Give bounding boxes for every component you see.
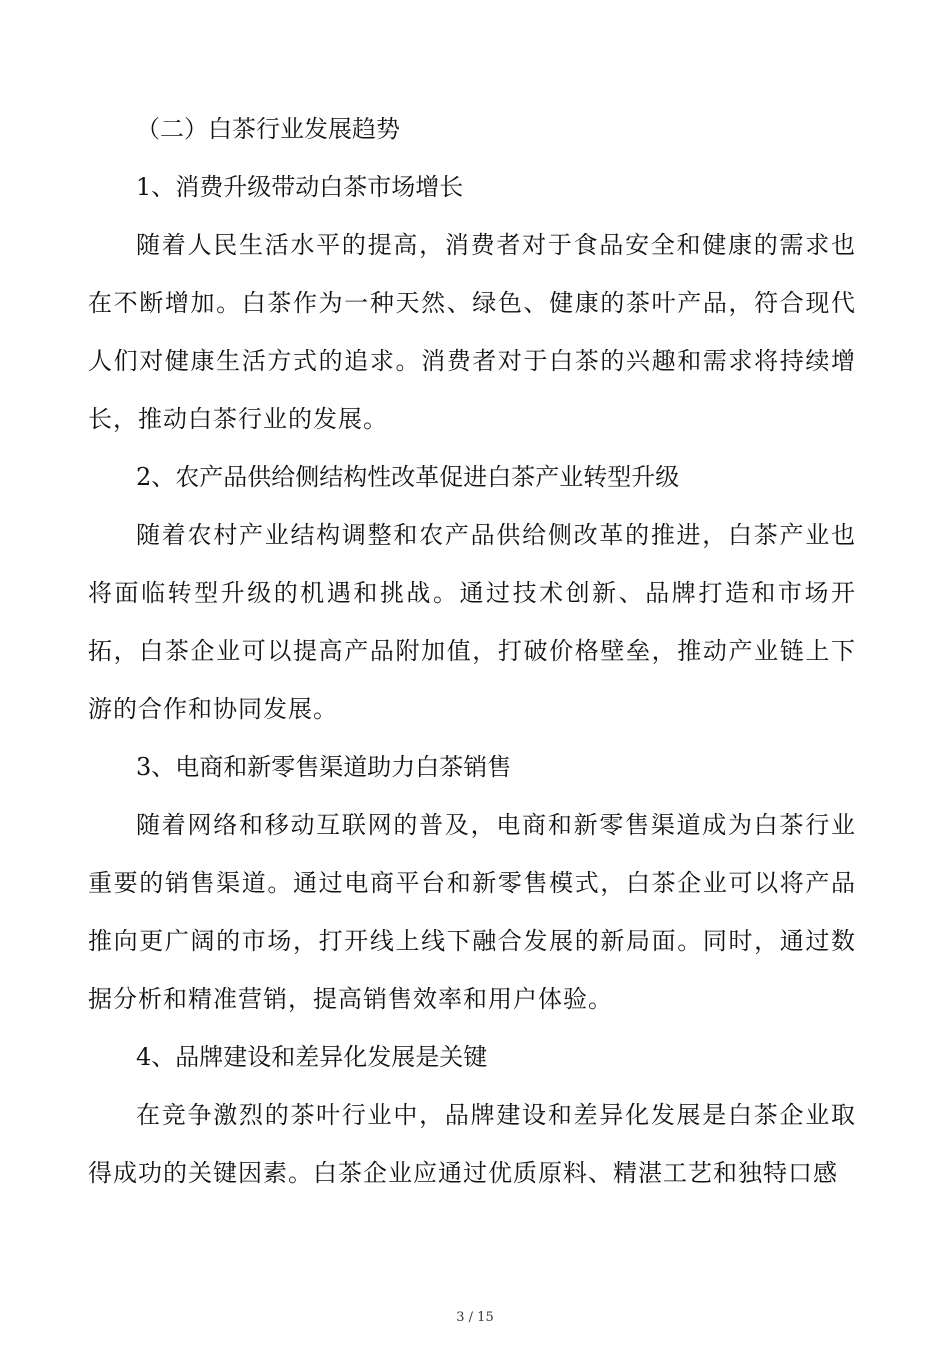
item-paragraph-1: 随着人民生活水平的提高，消费者对于食品安全和健康的需求也在不断增加。白茶作为一种天然、绿色、健康的茶叶产品，符合现代人们对健康生活方式的追求。消费者对于白茶的兴趣和需求将持续增长，推动白茶行业的发展。 <box>88 231 856 433</box>
item-heading-1: 1、消费升级带动白茶市场增长 <box>136 173 464 201</box>
item-paragraph-4: 在竞争激烈的茶叶行业中，品牌建设和差异化发展是白茶企业取得成功的关键因素。白茶企业应通过优质原料、精湛工艺和独特口感 <box>88 1101 856 1187</box>
section-title: （二）白茶行业发展趋势 <box>136 115 400 143</box>
document-body <box>88 100 856 1202</box>
item-paragraph-3: 随着网络和移动互联网的普及，电商和新零售渠道成为白茶行业重要的销售渠道。通过电商平台和新零售模式，白茶企业可以将产品推向更广阔的市场，打开线上线下融合发展的新局面。同时，通过数据分析和精准营销，提高销售效率和用户体验。 <box>88 811 856 1013</box>
item-heading-2: 2、农产品供给侧结构性改革促进白茶产业转型升级 <box>136 463 680 491</box>
item-heading-3: 3、电商和新零售渠道助力白茶销售 <box>136 753 512 781</box>
item-paragraph-2: 随着农村产业结构调整和农产品供给侧改革的推进，白茶产业也将面临转型升级的机遇和挑战。通过技术创新、品牌打造和市场开拓，白茶企业可以提高产品附加值，打破价格壁垒，推动产业链上下游的合作和协同发展。 <box>88 521 856 723</box>
item-heading-4: 4、品牌建设和差异化发展是关键 <box>136 1043 488 1071</box>
page-number: 3 / 15 <box>456 1310 494 1325</box>
